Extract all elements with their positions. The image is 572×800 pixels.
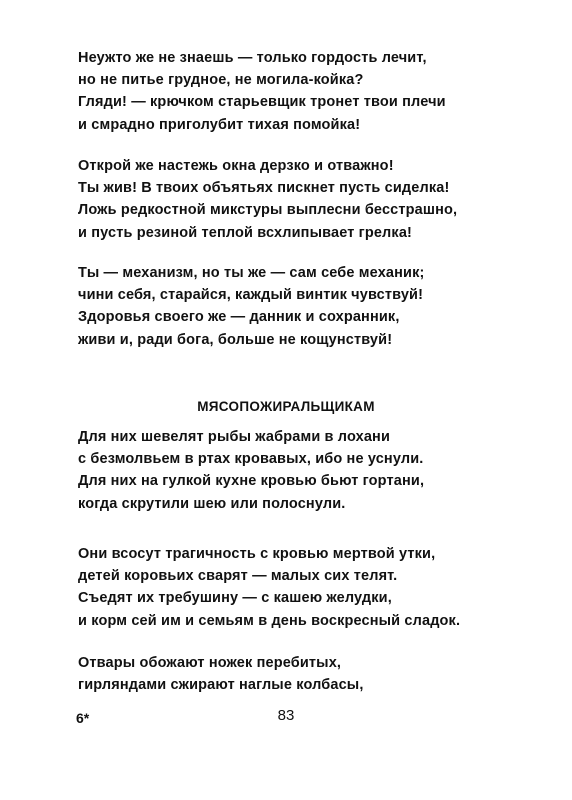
poem-line: Для них на гулкой кухне кровью бьют гортани,: [78, 473, 425, 490]
poem1-stanza-3: [78, 262, 548, 351]
poem-line: Неужто же не знаешь — только гордость лечит,: [78, 50, 427, 66]
poem-title: МЯСОПОЖИРАЛЬЩИКАМ: [197, 399, 375, 414]
poem-line: и корм сей им и семьям в день воскресный сладок.: [78, 612, 461, 629]
poem-line: Здоровья своего же — данник и сохранник,: [78, 309, 400, 326]
poem-line: Ложь редкостной микстуры выплесни бесстрашно,: [78, 202, 458, 219]
signature-mark: 6*: [76, 710, 90, 726]
poem-line: с безмолвьем в ртах кровавых, ибо не уснули.: [78, 451, 424, 468]
poem-line: гирляндами сжирают наглые колбасы,: [78, 677, 364, 694]
poem-line: и пусть резиной теплой всхлипывает грелка!: [78, 224, 413, 241]
poem-line: Для них шевелят рыбы жабрами в лохани: [78, 429, 391, 445]
poem-line: живи и, ради бога, больше не кощунствуй!: [78, 331, 393, 348]
poem-line: Открой же настежь окна дерзко и отважно!: [78, 158, 394, 174]
poem-line: Они всосут трагичность с кровью мертвой утки,: [78, 546, 436, 562]
poem-line: Отвары обожают ножек перебитых,: [78, 655, 342, 671]
poem1-stanza-1: [78, 47, 548, 136]
poem-line: Ты — механизм, но ты же — сам себе механик;: [78, 265, 425, 281]
poem-line: но не питье грудное, не могила-койка?: [78, 72, 364, 89]
poem2-stanza-3: [78, 652, 548, 696]
poem-line: когда скрутили шею или полоснули.: [78, 495, 346, 512]
poem-line: Съедят их требушину — с кашею желудки,: [78, 590, 392, 607]
poem2-stanza-1: [78, 426, 548, 515]
poem-line: чини себя, старайся, каждый винтик чувствуй!: [78, 287, 424, 304]
poem1-stanza-2: [78, 155, 548, 244]
poem-line: Гляди! — крючком старьевщик тронет твои плечи: [78, 94, 446, 111]
poem2-stanza-2: [78, 543, 548, 632]
poem-line: и смрадно приголубит тихая помойка!: [78, 116, 361, 133]
poem-line: Ты жив! В твоих объятьях пискнет пусть сиделка!: [78, 180, 450, 197]
page-number: 83: [277, 707, 295, 724]
poem-line: детей коровьих сварят — малых сих телят.: [78, 568, 398, 585]
